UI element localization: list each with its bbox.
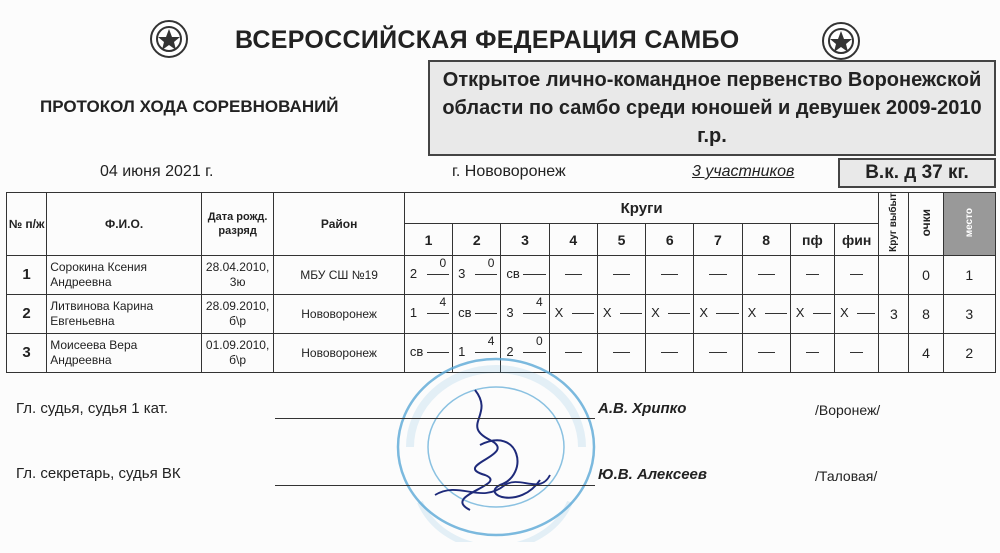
rank: б\р	[229, 313, 247, 328]
score-line	[523, 274, 545, 275]
round-cell	[453, 255, 501, 294]
round-score: 0	[535, 333, 543, 348]
participants-count: 3 участников	[692, 163, 795, 180]
round-cell	[835, 333, 879, 372]
round-score: 0	[487, 255, 495, 270]
empty-dash	[806, 274, 819, 275]
round-cell	[404, 294, 452, 333]
round-label: 3	[501, 224, 549, 255]
surname-name: Литвинова Карина	[50, 298, 154, 313]
round-cell	[694, 255, 742, 294]
round-cell	[453, 294, 501, 333]
score-line	[668, 313, 690, 314]
score-line	[716, 313, 738, 314]
place	[943, 333, 995, 372]
opponent: Х	[651, 304, 660, 320]
federation-title: ВСЕРОССИЙСКАЯ ФЕДЕРАЦИЯ САМБО	[235, 26, 740, 54]
round-cell	[646, 255, 694, 294]
round-cell	[835, 255, 879, 294]
row-number	[7, 333, 47, 372]
chief-judge-city: /Воронеж/	[815, 402, 881, 418]
row-number	[7, 294, 47, 333]
round-cell	[501, 255, 549, 294]
empty-dash	[661, 274, 678, 275]
competition-title-box	[428, 60, 996, 156]
right-emblem-icon	[822, 22, 860, 60]
round-label: 1	[404, 224, 452, 255]
header-dob: Дата рожд. разряд	[201, 193, 273, 256]
weight-class: В.к. д 37 кг.	[865, 162, 969, 183]
round-cell	[646, 294, 694, 333]
surname-name: Моисеева Вера	[50, 337, 138, 352]
district-text: Нововоронеж	[301, 306, 377, 321]
opponent: 2	[506, 343, 514, 359]
points	[909, 333, 943, 372]
round-cell	[790, 333, 834, 372]
round-label: пф	[790, 224, 834, 255]
round-cell	[646, 333, 694, 372]
empty-dash	[806, 352, 819, 353]
row-number-text: 3	[22, 344, 31, 362]
header-name: Ф.И.О.	[47, 193, 202, 256]
points-text: 4	[922, 344, 930, 361]
empty-dash	[613, 352, 630, 353]
out-round	[879, 255, 909, 294]
opponent: Х	[554, 304, 564, 320]
round-label: фин	[835, 224, 879, 255]
chief-secretary-line	[275, 485, 595, 486]
round-cell	[835, 294, 879, 333]
empty-dash	[613, 274, 630, 275]
empty-dash	[709, 274, 726, 275]
city: г. Нововоронеж	[452, 163, 566, 180]
empty-dash	[661, 352, 678, 353]
birth-date-rank	[201, 333, 273, 372]
round-cell	[742, 255, 790, 294]
score-line	[475, 313, 497, 314]
birth-date-rank	[201, 255, 273, 294]
opponent: Х	[795, 304, 805, 320]
points	[909, 294, 943, 333]
date: 04 июня 2021 г.	[100, 163, 214, 180]
surname-name: Сорокина Ксения	[50, 259, 147, 274]
round-cell	[742, 333, 790, 372]
table-row	[7, 294, 996, 333]
place-text: 1	[965, 266, 974, 283]
opponent: св	[458, 304, 472, 320]
score-line	[857, 313, 875, 314]
round-score: 4	[439, 294, 447, 309]
opponent: 1	[458, 343, 466, 359]
rank: б\р	[229, 352, 247, 367]
row-number-text: 1	[22, 266, 31, 284]
header-points: очки	[909, 193, 943, 256]
patronymic: Андреевна	[50, 352, 112, 367]
athlete-name	[47, 255, 202, 294]
athlete-name	[47, 333, 202, 372]
round-label: 7	[694, 224, 742, 255]
table-row	[7, 255, 996, 294]
empty-dash	[758, 352, 775, 353]
district	[274, 294, 405, 333]
round-cell	[694, 333, 742, 372]
row-number	[7, 255, 47, 294]
chief-judge-line	[275, 418, 595, 419]
birth-date: 01.09.2010,	[205, 337, 270, 352]
round-score: 4	[487, 333, 495, 348]
round-label: 6	[646, 224, 694, 255]
row-number-text: 2	[22, 305, 31, 323]
competition-title: Открытое лично-командное первенство Воронежской области по самбо среди юношей и девушек 2009-2010 г.р.	[442, 69, 982, 147]
round-score: 4	[535, 294, 543, 309]
opponent: св	[506, 265, 520, 281]
round-label: 2	[453, 224, 501, 255]
chief-secretary-name: Ю.В. Алексеев	[598, 466, 707, 483]
round-score: 0	[439, 255, 447, 270]
district-text: МБУ СШ №19	[300, 267, 378, 282]
left-emblem-icon	[150, 20, 188, 58]
out-round-text: 3	[890, 305, 898, 322]
round-cell	[790, 294, 834, 333]
chief-secretary-city: /Таловая/	[815, 468, 878, 484]
chief-judge-name: А.В. Хрипко	[598, 400, 687, 417]
chief-secretary-label: Гл. секретарь, судья ВК	[16, 465, 181, 482]
round-label: 5	[597, 224, 645, 255]
score-line	[427, 274, 449, 275]
out-round	[879, 294, 909, 333]
points-text: 8	[922, 305, 930, 322]
opponent: Х	[699, 304, 708, 320]
score-line	[572, 313, 594, 314]
header-place: место	[943, 193, 995, 256]
district	[274, 255, 405, 294]
patronymic: Евгеньевна	[50, 313, 115, 328]
place-text: 3	[965, 305, 974, 322]
round-cell	[501, 294, 549, 333]
empty-dash	[709, 352, 726, 353]
header-district: Район	[274, 193, 405, 256]
place	[943, 255, 995, 294]
round-cell	[790, 255, 834, 294]
points	[909, 255, 943, 294]
birth-date: 28.04.2010,	[205, 259, 270, 274]
empty-dash	[565, 274, 582, 275]
score-line	[523, 313, 545, 314]
out-round	[879, 333, 909, 372]
header-num: № п/ж	[7, 193, 47, 256]
header-out-round: Круг выбыт	[879, 193, 909, 256]
score-line	[475, 274, 497, 275]
protocol-table	[6, 192, 996, 373]
opponent: Х	[747, 304, 757, 320]
protocol-title: ПРОТОКОЛ ХОДА СОРЕВНОВАНИЙ	[40, 97, 339, 116]
opponent: Х	[602, 304, 612, 320]
opponent: 3	[458, 265, 466, 281]
round-cell	[597, 294, 645, 333]
points-text: 0	[922, 266, 930, 283]
place-text: 2	[965, 344, 974, 361]
score-line	[813, 313, 831, 314]
opponent: 2	[409, 265, 418, 281]
score-line	[427, 313, 449, 314]
birth-date-rank	[201, 294, 273, 333]
round-label: 4	[549, 224, 597, 255]
empty-dash	[850, 352, 863, 353]
round-cell	[694, 294, 742, 333]
birth-date: 28.09.2010,	[205, 298, 270, 313]
header-rounds: Круги	[404, 193, 878, 224]
opponent: св	[409, 343, 424, 359]
round-cell	[549, 294, 597, 333]
place	[943, 294, 995, 333]
opponent: 3	[506, 304, 514, 320]
round-label: 8	[742, 224, 790, 255]
rank: 3ю	[229, 274, 246, 289]
round-cell	[742, 294, 790, 333]
district-text: Нововоронеж	[301, 345, 377, 360]
athlete-name	[47, 294, 202, 333]
opponent: Х	[840, 304, 849, 320]
district	[274, 333, 405, 372]
round-cell	[404, 255, 452, 294]
round-cell	[549, 255, 597, 294]
round-cell	[597, 255, 645, 294]
score-line	[620, 313, 642, 314]
chief-judge-label: Гл. судья, судья 1 кат.	[16, 400, 169, 417]
opponent: 1	[409, 304, 418, 320]
weight-class-box	[838, 158, 996, 188]
signature-icon	[420, 385, 560, 520]
empty-dash	[850, 274, 863, 275]
score-line	[765, 313, 787, 314]
patronymic: Андреевна	[50, 274, 112, 289]
empty-dash	[758, 274, 775, 275]
